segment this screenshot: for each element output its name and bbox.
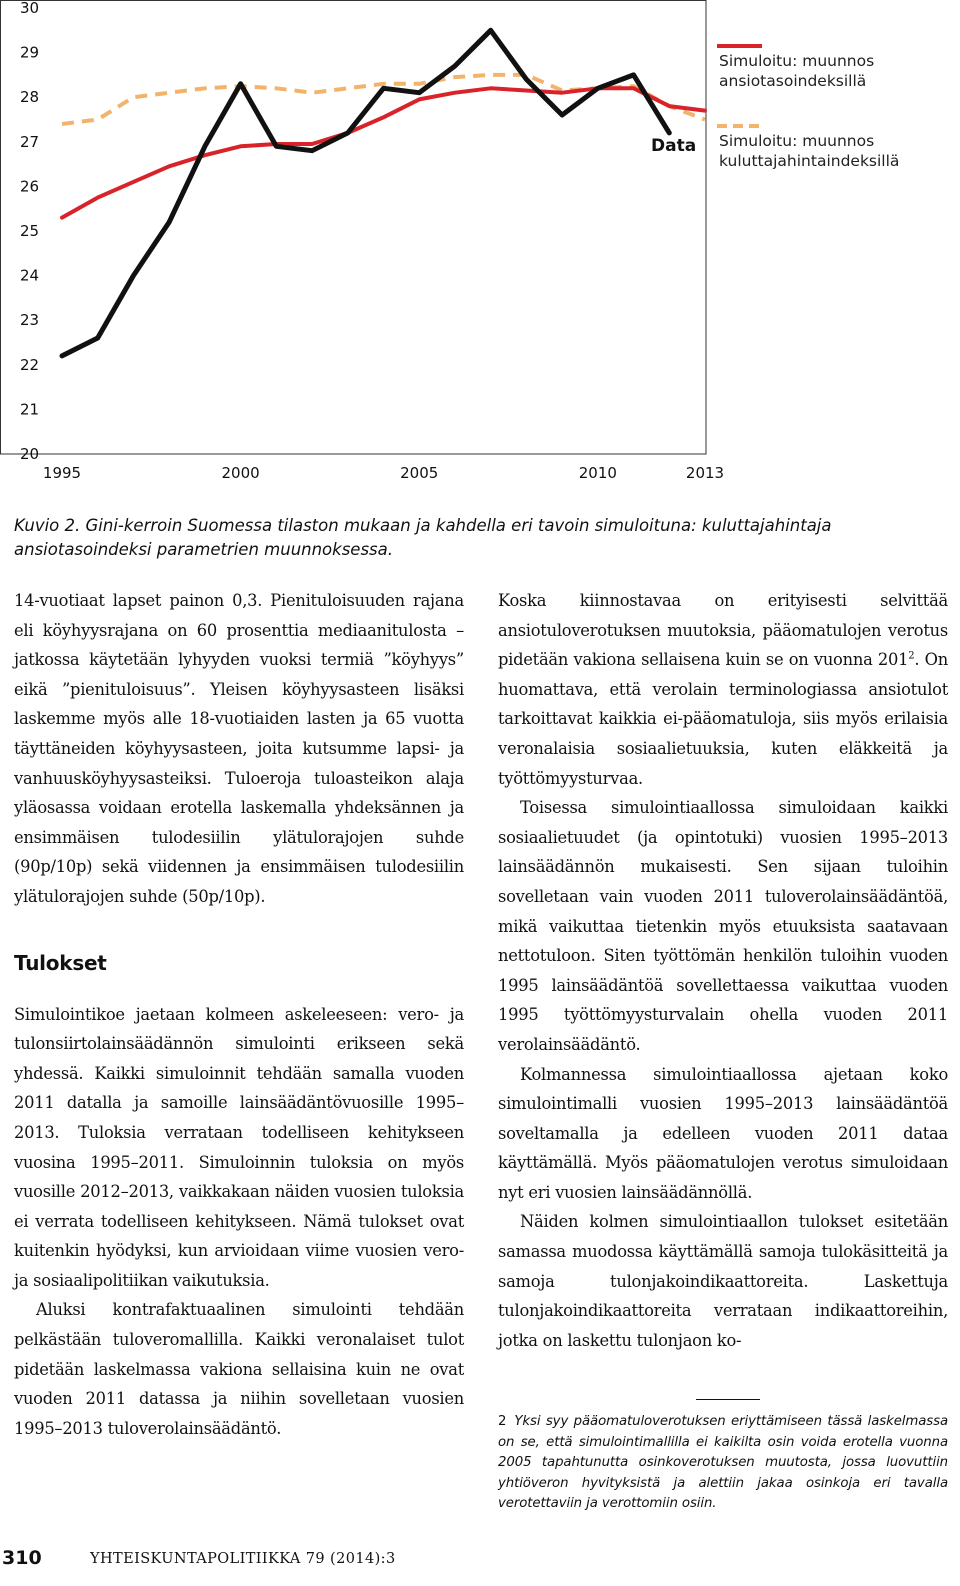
footnote-text: Yksi syy pääomatuloverotuksen eriyttämiseen tässä laskelmassa on se, että simulointimallilla ei kaikilta osin voida erotella vuonna 2005 tapahtunutta osinkoverotuksen muutosta, jossa luovuttiin yhtiöveron hyvityksistä ja alettiin jakaa osinkoja eri tavalla verotettaviin ja verottomiin osiin. (498, 1414, 948, 1512)
paragraph (498, 586, 948, 793)
x-tick-label: 1995 (42, 464, 82, 482)
paragraph: Aluksi kontrafaktuaalinen simulointi tehdään pelkästään tuloveromallilla. Kaikki veronalaiset tulot pidetään laskelmassa vakiona sellaisina kuin ne ovat vuoden 2011 datassa ja niihin sovelletaan vuosien 1995–2013 tuloverolainsäädäntö. (14, 1300, 464, 1438)
y-tick-label: 22 (20, 355, 40, 374)
right-text-column (498, 586, 948, 1515)
y-tick-label: 25 (20, 222, 40, 240)
paragraph: 14-vuotiaat lapset painon 0,3. Pienituloisuuden rajana eli köyhyysrajana on 60 prosenttia mediaanitulosta – jatkossa käytetään lyhyyden vuoksi termiä ”köyhyys” eikä ”pienituloisuus”. Yleisen köyhyysasteen lisäksi laskemme myös alle 18-vuotiaiden lasten ja 65 vuotta täyttäneiden köyhyysasteen, joita kutsumme lapsi- ja vanhuusköyhyysasteiksi. Tuloeroja tuloasteikon alaja yläosassa voidaan erotella laskemalla yhdeksännen ja ensimmäisen tulodesiilin ylätulorajojen suhde (90p/10p) sekä viidennen ja ensimmäisen tulodesiilin ylätulorajojen suhde (50p/10p). (14, 591, 464, 906)
paragraph: Simulointikoe jaetaan kolmeen askeleeseen: vero- ja tulonsiirtolainsäädännön simulointi erikseen sekä yhdessä. Kaikki simuloinnit tehdään samalla vuoden 2011 datalla ja samoille lainsäädäntövuosille 1995–2013. Tuloksia verrataan todelliseen kehitykseen vuosina 1995–2011. Simuloinnin tuloksia on myös vuosille 2012–2013, vaikkakaan näiden vuosien tuloksia ei verrata todelliseen kehitykseen. Nämä tulokset ovat kuitenkin hyödyksi, kun arvioidaan viime vuosien vero- ja sosiaalipolitiikan vaikutuksia. (14, 1004, 464, 1290)
paragraph: Toisessa simulointiaallossa simuloidaan kaikki sosiaalietuudet (ja opintotuki) vuosien 1995–2013 lainsäädännön mukaisesti. Sen sijaan tuloihin sovelletaan vain vuoden 2011 tuloverolainsäädäntöä, mikä vaikuttaa tietenkin myös etuuksista saatavaan nettotuloon. Siten työttömän henkilön tuloihin vuoden 1995 lainsäädäntöä sovellettaessa vaikuttaa vuoden 1995 työttömyysturvalain ohella vuoden 2011 verolainsäädäntö. (498, 798, 948, 1054)
legend-label: Simuloitu: muunnos (719, 132, 875, 150)
y-tick-label: 23 (20, 311, 40, 330)
paragraph: Kolmannessa simulointiaallossa ajetaan koko simulointimalli vuosien 1995–2013 lainsäädäntöä soveltamalla ja edelleen vuoden 2011 dataa käyttämällä. Myös pääomatulojen verotus simuloidaan nyt eri vuosien lainsäädännöllä. (498, 1064, 948, 1202)
legend-label: Simuloitu: muunnos (719, 52, 875, 70)
legend-label: kuluttajahintaindeksillä (719, 152, 900, 170)
y-tick-label: 20 (20, 445, 40, 463)
figure-caption: Kuvio 2. Gini-kerroin Suomessa tilaston mukaan ja kahdella eri tavoin simuloituna: kuluttajahintaja ansiotasoindeksi parametrien muunnoksessa. (14, 516, 832, 559)
x-tick-label: 2013 (685, 464, 725, 482)
gini-line-chart (0, 0, 960, 500)
series-line-data (62, 30, 669, 356)
y-tick-label: 26 (20, 177, 40, 196)
footnote (498, 1412, 948, 1515)
y-tick-label: 24 (20, 266, 40, 285)
section-heading-tulokset: Tulokset (14, 950, 107, 975)
series-line-ansiotaso (62, 88, 705, 217)
page-footer (0, 1545, 960, 1575)
y-tick-label: 30 (20, 0, 40, 17)
x-tick-label: 2000 (221, 464, 260, 482)
footnote-reference[interactable]: 2 (908, 650, 915, 662)
footnote-number: 2 (498, 1414, 507, 1430)
x-tick-label: 2010 (578, 464, 617, 482)
paragraph: Näiden kolmen simulointiaallon tulokset esitetään samassa muodossa käyttämällä samoja tulokäsitteitä ja samoja tulonjakoindikaattoreita. Laskettuja tulonjakoindikaattoreita verrataan indikaattoreihin, jotka on laskettu tulonjaon ko- (498, 1212, 948, 1350)
left-text-column (14, 586, 464, 1443)
page-number: 310 (2, 1547, 42, 1569)
data-series-label: Data (651, 136, 697, 156)
footnote-divider (696, 1399, 760, 1400)
y-tick-label: 29 (20, 43, 40, 62)
y-tick-label: 27 (20, 132, 40, 151)
gini-chart (0, 0, 960, 500)
plot-frame (1, 1, 707, 455)
journal-reference: YHTEISKUNTAPOLITIIKKA 79 (2014):3 (90, 1551, 396, 1567)
legend-label: ansiotasoindeksillä (719, 72, 867, 90)
paragraph-text: Koska kiinnostavaa on erityisesti selvittää ansiotuloverotuksen muutoksia, pääomatulojen verotus pidetään vakiona sellaisena kuin se on vuonna 201 (498, 591, 948, 670)
x-tick-label: 2005 (400, 464, 439, 482)
y-tick-label: 28 (20, 88, 40, 107)
y-tick-label: 21 (20, 400, 40, 419)
paragraph-text: . On huomattava, että verolain terminologiassa ansiotulot tarkoittavat kaikkia ei-pääomatuloja, siis myös erilaisia veronalaisia sosiaalietuuksia, kuten eläkkeitä ja työttömyysturvaa. (498, 650, 948, 788)
